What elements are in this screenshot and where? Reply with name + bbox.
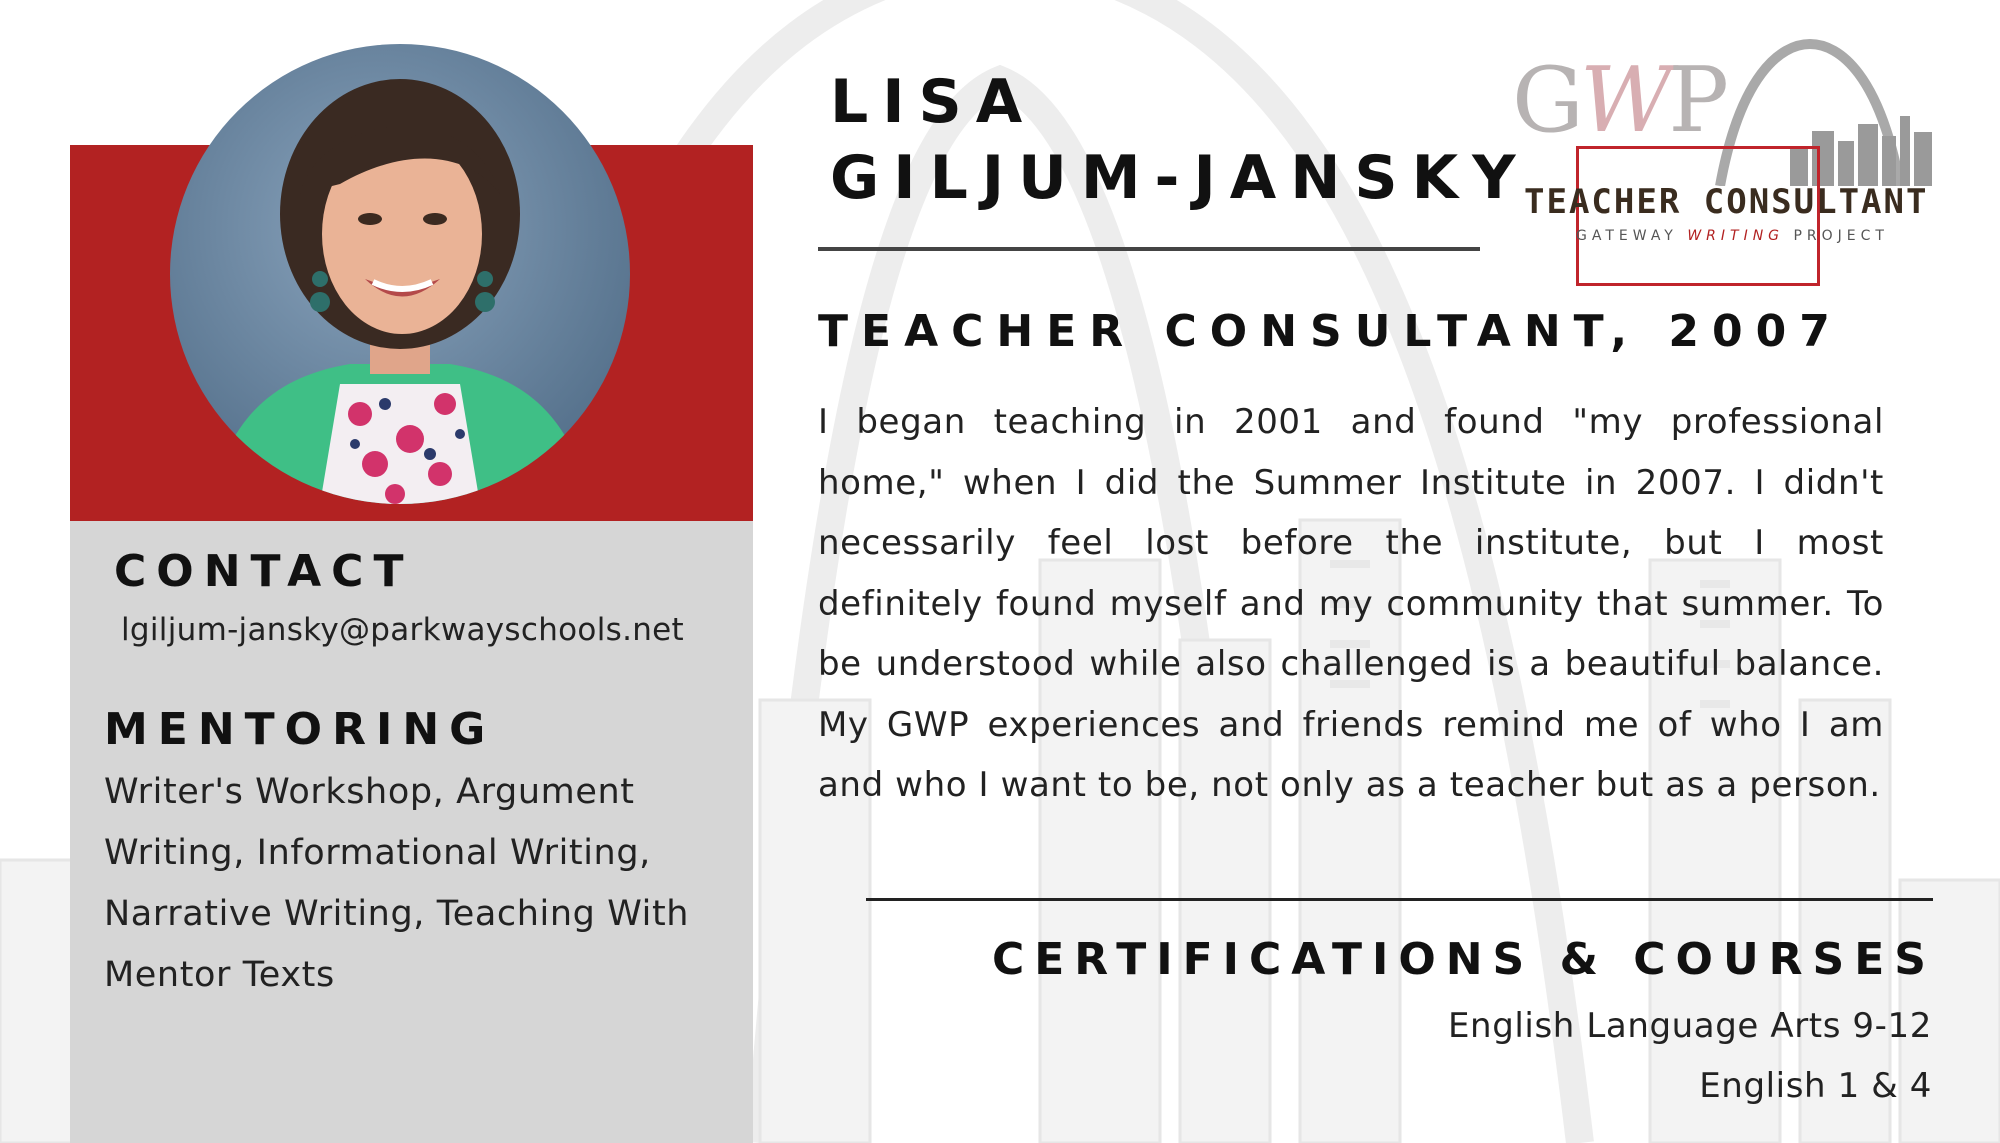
- role-title: TEACHER CONSULTANT, 2007: [818, 306, 1843, 357]
- logo-wordmark: GWP: [1512, 48, 1725, 153]
- contact-heading: CONTACT: [114, 546, 414, 597]
- mentoring-topics: Writer's Workshop, Argument Writing, Informational Writing, Narrative Writing, Teaching With Mentor Texts: [104, 772, 690, 995]
- name-divider: [818, 247, 1480, 251]
- person-name: [830, 64, 1530, 216]
- mentoring-heading: MENTORING: [104, 704, 496, 755]
- certifications-heading: CERTIFICATIONS & COURSES: [991, 934, 1936, 985]
- name-first: LISA: [830, 67, 1037, 137]
- logo-subtitle: GATEWAY WRITING PROJECT: [1576, 228, 1889, 244]
- name-last: GILJUM-JANSKY: [830, 143, 1530, 213]
- certifications-divider: [866, 898, 1933, 901]
- gwp-logo: [1510, 36, 1940, 286]
- list-item: English Language Arts 9-12: [1447, 1006, 1932, 1046]
- logo-title: TEACHER CONSULTANT: [1524, 182, 1929, 222]
- bio-text: I began teaching in 2001 and found "my professional home," when I did the Summer Institute in 2007. I didn't necessarily feel lost before the institute, but I most definitely found myself and my community that summer. To be understood while also challenged is a beautiful balance. My GWP experiences and friends remind me of who I am and who I want to be, not only as a teacher but as a person.: [818, 402, 1884, 805]
- list-item: English 1 & 4: [1699, 1066, 1932, 1106]
- certifications-list: [1448, 996, 1932, 1116]
- contact-email-link[interactable]: lgiljum-jansky@parkwayschools.net: [121, 612, 684, 648]
- profile-photo: [170, 44, 630, 504]
